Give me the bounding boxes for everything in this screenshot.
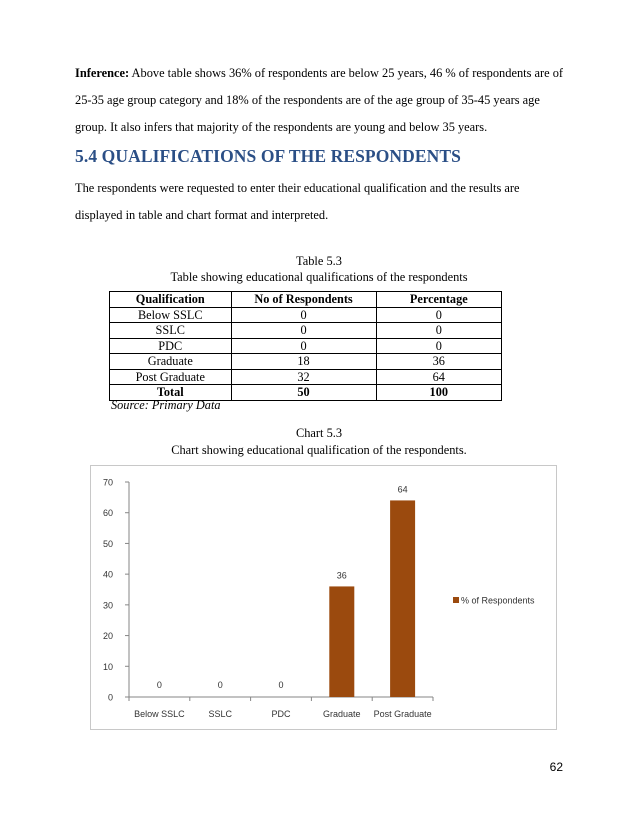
table-row xyxy=(110,369,502,385)
data-label: 64 xyxy=(397,484,408,495)
page-number: 62 xyxy=(549,760,563,774)
inference-paragraph xyxy=(75,60,565,141)
inference-text: Above table shows 36% of respondents are below 25 years, 46 % of respondents are of 25-35 age group category and 18% of the respondents are of the age group of 35-45 years age group. It also infers that majority of the respondents are young and below 35 years. xyxy=(75,66,564,134)
table-number: Table 5.3 xyxy=(296,254,342,268)
y-tick-label: 50 xyxy=(102,538,113,549)
table-row xyxy=(110,323,502,339)
y-tick-label: 10 xyxy=(102,661,113,672)
bar-chart xyxy=(90,465,557,730)
category-label: PDC xyxy=(271,709,291,719)
table-cell: PDC xyxy=(110,338,232,354)
y-tick-label: 30 xyxy=(102,600,113,611)
y-tick-label: 40 xyxy=(102,569,113,580)
category-label: Graduate xyxy=(323,709,361,719)
table-cell: SSLC xyxy=(110,323,232,339)
chart-canvas xyxy=(91,466,558,731)
category-label: Post Graduate xyxy=(373,709,432,719)
table-cell: 50 xyxy=(231,385,376,401)
header-qualification: Qualification xyxy=(110,292,232,308)
table-cell: 0 xyxy=(376,338,501,354)
category-label: SSLC xyxy=(208,709,232,719)
table-cell: 0 xyxy=(231,323,376,339)
table-cell: 18 xyxy=(231,354,376,370)
table-row xyxy=(110,338,502,354)
bar xyxy=(390,500,415,697)
table-cell: Post Graduate xyxy=(110,369,232,385)
header-percentage: Percentage xyxy=(376,292,501,308)
intro-paragraph: The respondents were requested to enter their educational qualification and the results are displayed in table and chart format and interpreted. xyxy=(75,181,520,222)
table-source: Source: Primary Data xyxy=(111,398,221,412)
inference-label: Inference: xyxy=(75,66,130,80)
table-cell: 0 xyxy=(376,307,501,323)
table-cell: Graduate xyxy=(110,354,232,370)
legend-label: % of Respondents xyxy=(461,595,535,606)
table-row xyxy=(110,354,502,370)
y-tick-label: 20 xyxy=(102,631,113,642)
chart-caption: Chart showing educational qualification of the respondents. xyxy=(171,443,467,457)
y-tick-label: 60 xyxy=(102,508,113,519)
header-respondents: No of Respondents xyxy=(231,292,376,308)
qualification-table xyxy=(109,291,502,401)
table-cell: 100 xyxy=(376,385,501,401)
data-label: 0 xyxy=(217,680,223,690)
table-row xyxy=(110,307,502,323)
section-heading: 5.4 QUALIFICATIONS OF THE RESPONDENTS xyxy=(75,146,462,166)
y-tick-label: 0 xyxy=(107,692,113,703)
table-cell: 64 xyxy=(376,369,501,385)
table-cell: 0 xyxy=(231,338,376,354)
legend-swatch xyxy=(453,597,459,603)
table-header-row xyxy=(110,292,502,308)
chart-number: Chart 5.3 xyxy=(295,426,343,440)
y-tick-label: 70 xyxy=(102,477,113,488)
table-cell: 0 xyxy=(231,307,376,323)
data-label: 0 xyxy=(278,680,284,690)
table-cell: Below SSLC xyxy=(110,307,232,323)
data-label: 0 xyxy=(156,680,162,690)
bar xyxy=(329,586,354,697)
table-cell: 36 xyxy=(376,354,501,370)
table-cell: 0 xyxy=(376,323,501,339)
table-cell: 32 xyxy=(231,369,376,385)
data-label: 36 xyxy=(336,570,347,581)
table-caption: Table showing educational qualifications of the respondents xyxy=(170,270,468,284)
table-cell: Total xyxy=(110,385,232,401)
category-label: Below SSLC xyxy=(134,709,185,719)
